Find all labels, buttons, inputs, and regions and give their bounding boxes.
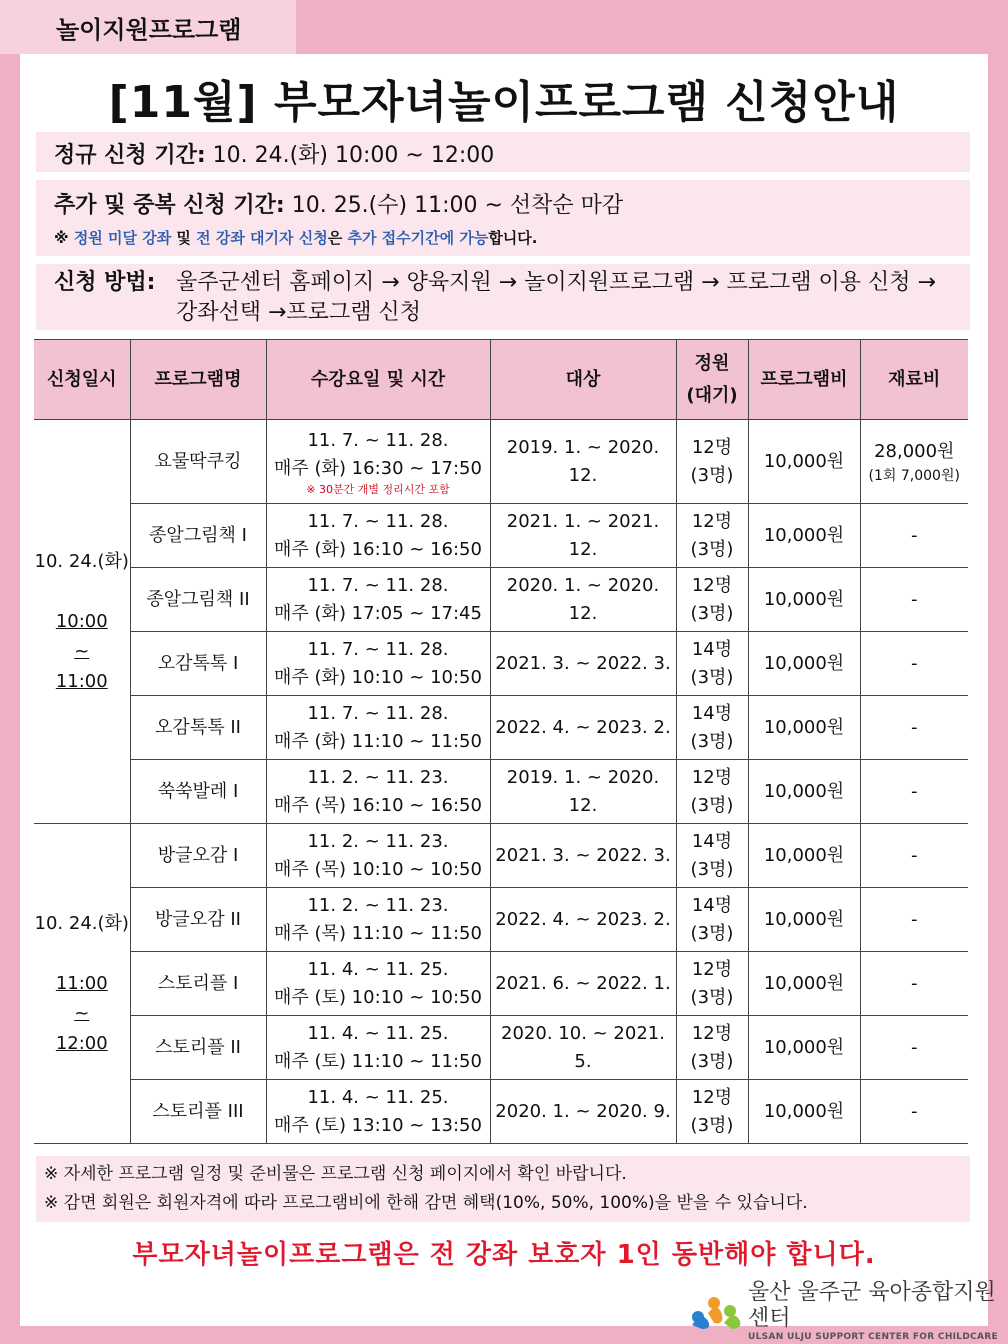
table-row <box>34 568 968 632</box>
material-fee-cell <box>860 824 968 888</box>
schedule-time: 매주 (화) 17:05 ~ 17:45 <box>274 602 482 624</box>
apply-date-cell <box>34 420 130 824</box>
table-row <box>34 824 968 888</box>
program-fee: 10,000원 <box>748 632 860 696</box>
schedule-cell <box>266 696 490 760</box>
schedule-cell <box>266 632 490 696</box>
note-prefix: ※ <box>54 229 74 247</box>
header-date: 신청일시 <box>34 340 130 420</box>
note-suffix: 합니다. <box>488 229 538 247</box>
capacity: 12명 <box>691 574 733 596</box>
header-capacity <box>676 340 748 420</box>
target-age: 2019. 1. ~ 2020. 12. <box>490 420 676 504</box>
apply-date: 10. 24.(화) <box>34 912 129 934</box>
schedule-time: 매주 (화) 10:10 ~ 10:50 <box>274 666 482 688</box>
material-fee: - <box>911 588 918 610</box>
program-name: 쑥쑥발레 I <box>130 760 266 824</box>
extra-period-note <box>54 227 952 248</box>
target-age: 2021. 3. ~ 2022. 3. <box>490 824 676 888</box>
target-age: 2021. 6. ~ 2022. 1. <box>490 952 676 1016</box>
schedule-cell <box>266 1080 490 1144</box>
capacity: 14명 <box>691 638 733 660</box>
program-fee: 10,000원 <box>748 568 860 632</box>
note-highlight-3: 추가 접수기간에 가능 <box>347 229 489 247</box>
extra-period-value: 10. 25.(수) 11:00 ~ 선착순 마감 <box>284 193 624 218</box>
apply-time-start: 11:00 <box>55 972 108 994</box>
schedule-remark: ※ 30분간 개별 정리시간 포함 <box>306 482 450 496</box>
program-name: 스토리플 II <box>130 1016 266 1080</box>
capacity: 14명 <box>691 894 733 916</box>
extra-period-box <box>36 180 970 256</box>
schedule-time: 매주 (목) 11:10 ~ 11:50 <box>274 922 482 944</box>
header-cap-1: 정원 <box>694 352 730 374</box>
target-age: 2021. 3. ~ 2022. 3. <box>490 632 676 696</box>
target-age: 2020. 1. ~ 2020. 12. <box>490 568 676 632</box>
schedule-time: 매주 (화) 11:10 ~ 11:50 <box>274 730 482 752</box>
waitlist: (3명) <box>690 464 734 486</box>
method-line-2: 강좌선택 →프로그램 신청 <box>176 300 421 325</box>
apply-time-end: 12:00 <box>55 1032 108 1054</box>
capacity-cell <box>676 760 748 824</box>
target-age: 2021. 1. ~ 2021. 12. <box>490 504 676 568</box>
capacity-cell <box>676 888 748 952</box>
schedule-cell <box>266 1016 490 1080</box>
program-name: 요물딱쿠킹 <box>130 420 266 504</box>
material-fee: - <box>911 652 918 674</box>
program-fee: 10,000원 <box>748 760 860 824</box>
program-fee: 10,000원 <box>748 420 860 504</box>
waitlist: (3명) <box>690 602 734 624</box>
schedule-period: 11. 2. ~ 11. 23. <box>307 766 449 788</box>
schedule-time: 매주 (토) 11:10 ~ 11:50 <box>274 1050 482 1072</box>
method-box <box>36 264 970 330</box>
material-fee-cell <box>860 760 968 824</box>
material-fee-cell <box>860 568 968 632</box>
material-fee: - <box>911 524 918 546</box>
capacity-cell <box>676 420 748 504</box>
center-logo <box>688 1280 1008 1342</box>
material-fee: - <box>911 1036 918 1058</box>
capacity: 14명 <box>691 830 733 852</box>
material-fee-cell <box>860 420 968 504</box>
program-fee: 10,000원 <box>748 824 860 888</box>
apply-time-sep: ~ <box>74 640 90 662</box>
waitlist: (3명) <box>690 858 734 880</box>
waitlist: (3명) <box>690 922 734 944</box>
table-row <box>34 504 968 568</box>
logo-mark-icon <box>688 1291 744 1331</box>
material-fee-cell <box>860 1080 968 1144</box>
material-fee-cell <box>860 632 968 696</box>
material-fee: - <box>911 844 918 866</box>
material-fee: 28,000원 <box>874 440 955 462</box>
note-highlight-1: 정원 미달 강좌 <box>73 229 172 247</box>
table-row <box>34 632 968 696</box>
schedule-period: 11. 7. ~ 11. 28. <box>307 429 449 451</box>
apply-time-start: 10:00 <box>55 610 108 632</box>
program-name: 오감톡톡 I <box>130 632 266 696</box>
waitlist: (3명) <box>690 1050 734 1072</box>
schedule-cell <box>266 504 490 568</box>
schedule-period: 11. 7. ~ 11. 28. <box>307 638 449 660</box>
schedule-cell <box>266 888 490 952</box>
schedule-time: 매주 (목) 16:10 ~ 16:50 <box>274 794 482 816</box>
target-age: 2020. 10. ~ 2021. 5. <box>490 1016 676 1080</box>
waitlist: (3명) <box>690 1114 734 1136</box>
material-fee-cell <box>860 696 968 760</box>
program-fee: 10,000원 <box>748 888 860 952</box>
capacity-cell <box>676 824 748 888</box>
capacity: 12명 <box>691 510 733 532</box>
header-time: 수강요일 및 시간 <box>266 340 490 420</box>
capacity-cell <box>676 568 748 632</box>
schedule-time: 매주 (목) 10:10 ~ 10:50 <box>274 858 482 880</box>
material-fee: - <box>911 780 918 802</box>
capacity: 14명 <box>691 702 733 724</box>
schedule-period: 11. 7. ~ 11. 28. <box>307 702 449 724</box>
program-name: 오감톡톡 II <box>130 696 266 760</box>
table-row <box>34 888 968 952</box>
apply-time-sep: ~ <box>74 1002 90 1024</box>
footer-notes <box>36 1156 970 1222</box>
table-header-row <box>34 340 968 420</box>
guardian-warning: 부모자녀놀이프로그램은 전 강좌 보호자 1인 동반해야 합니다. <box>132 1240 876 1270</box>
table-row <box>34 1080 968 1144</box>
waitlist: (3명) <box>690 794 734 816</box>
schedule-period: 11. 7. ~ 11. 28. <box>307 510 449 532</box>
material-fee: - <box>911 716 918 738</box>
logo-korean: 울산 울주군 육아종합지원센터 <box>748 1280 996 1331</box>
program-fee: 10,000원 <box>748 952 860 1016</box>
capacity: 12명 <box>691 766 733 788</box>
header-target: 대상 <box>490 340 676 420</box>
program-name: 방글오감 II <box>130 888 266 952</box>
logo-english: ULSAN ULJU SUPPORT CENTER FOR CHILDCARE <box>748 1332 998 1342</box>
table-row <box>34 1016 968 1080</box>
schedule-period: 11. 7. ~ 11. 28. <box>307 574 449 596</box>
footer-note-2: ※ 감면 회원은 회원자격에 따라 프로그램비에 한해 감면 혜택(10%, 50%, 100%)을 받을 수 있습니다. <box>44 1193 808 1213</box>
schedule-period: 11. 4. ~ 11. 25. <box>307 1022 449 1044</box>
schedule-time: 매주 (화) 16:10 ~ 16:50 <box>274 538 482 560</box>
schedule-cell <box>266 568 490 632</box>
material-fee: - <box>911 972 918 994</box>
capacity-cell <box>676 696 748 760</box>
target-age: 2019. 1. ~ 2020. 12. <box>490 760 676 824</box>
schedule-period: 11. 4. ~ 11. 25. <box>307 1086 449 1108</box>
header-cap-2: (대기) <box>686 384 738 406</box>
capacity: 12명 <box>691 436 733 458</box>
material-fee-cell <box>860 952 968 1016</box>
regular-period-value: 10. 24.(화) 10:00 ~ 12:00 <box>205 143 495 168</box>
capacity: 12명 <box>691 1086 733 1108</box>
apply-date-cell <box>34 824 130 1144</box>
schedule-time: 매주 (토) 10:10 ~ 10:50 <box>274 986 482 1008</box>
method-label: 신청 방법: <box>54 270 156 295</box>
program-fee: 10,000원 <box>748 1016 860 1080</box>
category-tag: 놀이지원프로그램 <box>0 0 296 54</box>
table-row <box>34 696 968 760</box>
table-row <box>34 760 968 824</box>
target-age: 2020. 1. ~ 2020. 9. <box>490 1080 676 1144</box>
table-row <box>34 420 968 504</box>
page-title: [11월] 부모자녀놀이프로그램 신청안내 <box>108 77 900 128</box>
program-fee: 10,000원 <box>748 504 860 568</box>
note-highlight-2: 전 강좌 대기자 신청 <box>196 229 328 247</box>
schedule-cell <box>266 420 490 504</box>
note-mid-1: 및 <box>171 229 197 247</box>
note-mid-2: 은 <box>327 229 348 247</box>
schedule-time: 매주 (화) 16:30 ~ 17:50 <box>274 457 482 479</box>
material-fee-note: (1회 7,000원) <box>868 467 960 484</box>
capacity: 12명 <box>691 958 733 980</box>
material-fee-cell <box>860 504 968 568</box>
table-row <box>34 952 968 1016</box>
material-fee-cell <box>860 888 968 952</box>
waitlist: (3명) <box>690 730 734 752</box>
regular-period-label: 정규 신청 기간: <box>54 143 206 168</box>
program-name: 스토리플 III <box>130 1080 266 1144</box>
program-fee: 10,000원 <box>748 696 860 760</box>
header-fee: 프로그램비 <box>748 340 860 420</box>
target-age: 2022. 4. ~ 2023. 2. <box>490 696 676 760</box>
program-fee: 10,000원 <box>748 1080 860 1144</box>
program-name: 스토리플 I <box>130 952 266 1016</box>
capacity-cell <box>676 952 748 1016</box>
target-age: 2022. 4. ~ 2023. 2. <box>490 888 676 952</box>
waitlist: (3명) <box>690 666 734 688</box>
capacity-cell <box>676 1080 748 1144</box>
footer-note-1: ※ 자세한 프로그램 일정 및 준비물은 프로그램 신청 페이지에서 확인 바랍니다. <box>44 1164 627 1184</box>
regular-period-box <box>36 132 970 172</box>
waitlist: (3명) <box>690 538 734 560</box>
material-fee: - <box>911 1100 918 1122</box>
material-fee: - <box>911 908 918 930</box>
capacity-cell <box>676 632 748 696</box>
method-line-1: 울주군센터 홈페이지 → 양육지원 → 놀이지원프로그램 → 프로그램 이용 신청 → <box>176 270 936 295</box>
extra-period-label: 추가 및 중복 신청 기간: <box>54 193 285 218</box>
program-table <box>34 339 968 1144</box>
schedule-cell <box>266 952 490 1016</box>
apply-date: 10. 24.(화) <box>34 550 129 572</box>
capacity-cell <box>676 504 748 568</box>
capacity: 12명 <box>691 1022 733 1044</box>
schedule-period: 11. 4. ~ 11. 25. <box>307 958 449 980</box>
material-fee-cell <box>860 1016 968 1080</box>
header-name: 프로그램명 <box>130 340 266 420</box>
schedule-period: 11. 2. ~ 11. 23. <box>307 894 449 916</box>
schedule-time: 매주 (토) 13:10 ~ 13:50 <box>274 1114 482 1136</box>
capacity-cell <box>676 1016 748 1080</box>
program-name: 종알그림책 I <box>130 504 266 568</box>
header-material: 재료비 <box>860 340 968 420</box>
program-name: 방글오감 I <box>130 824 266 888</box>
waitlist: (3명) <box>690 986 734 1008</box>
schedule-cell <box>266 760 490 824</box>
program-name: 종알그림책 II <box>130 568 266 632</box>
apply-time-end: 11:00 <box>55 670 108 692</box>
schedule-period: 11. 2. ~ 11. 23. <box>307 830 449 852</box>
schedule-cell <box>266 824 490 888</box>
